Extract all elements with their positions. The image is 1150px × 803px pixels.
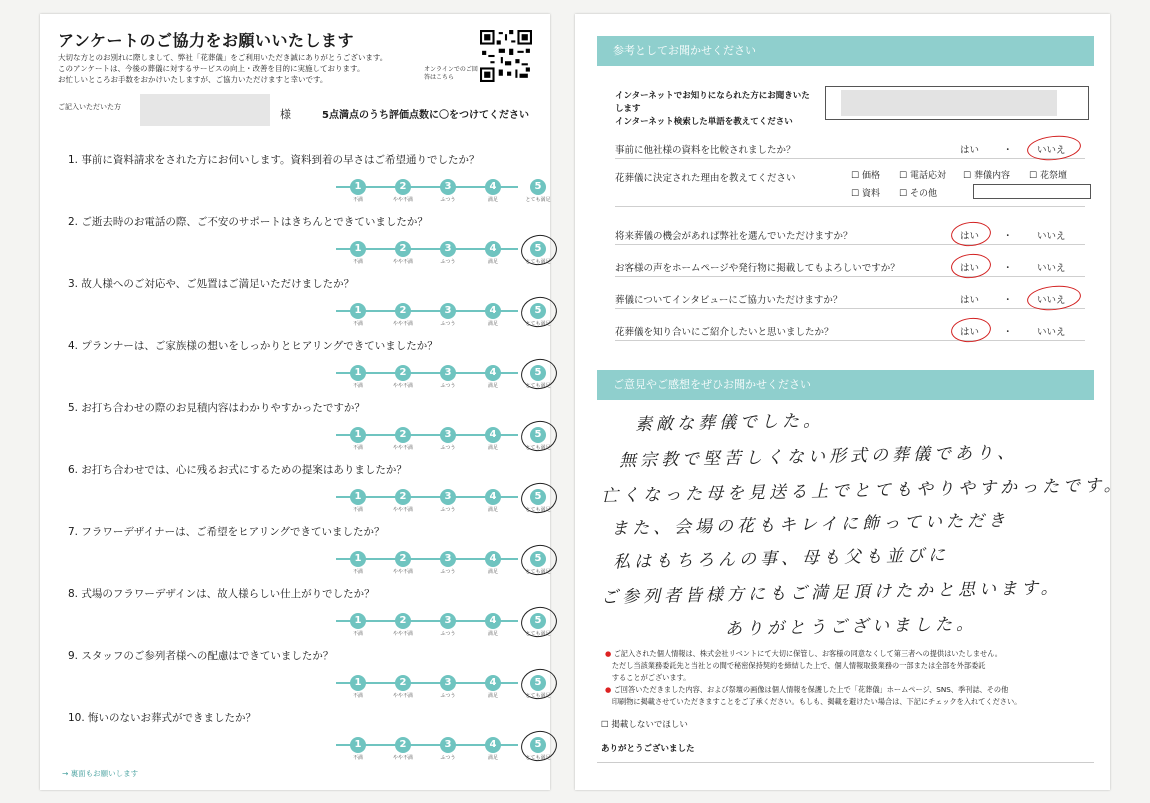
rating-option-label: やや不満 bbox=[392, 569, 413, 575]
rating-option-1[interactable]: 1 bbox=[350, 303, 366, 319]
reason-label: 電話応対 bbox=[909, 171, 946, 181]
no-option[interactable]: いいえ bbox=[1037, 263, 1066, 274]
rating-option-label: ふつう bbox=[440, 631, 456, 637]
rating-option-label: とても満足 bbox=[525, 693, 551, 699]
yes-option[interactable]: はい bbox=[960, 231, 980, 242]
rating-scale bbox=[322, 298, 551, 328]
rating-option-3[interactable]: 3 bbox=[440, 737, 456, 753]
rating-option-4[interactable]: 4 bbox=[485, 303, 501, 319]
handwriting-line: ご参列者皆様方にもご満足頂けたかと思います。 bbox=[600, 578, 1062, 608]
rating-option-3[interactable]: 3 bbox=[440, 675, 456, 691]
qr-code-icon[interactable] bbox=[480, 30, 532, 82]
rating-option-label: 不満 bbox=[352, 259, 363, 265]
privacy-notes bbox=[605, 648, 1083, 708]
rating-option-1[interactable]: 1 bbox=[350, 737, 366, 753]
rating-option-label: とても満足 bbox=[525, 445, 551, 451]
respondent-name-label: ご記入いただいた方 bbox=[58, 103, 121, 111]
rating-option-label: 満足 bbox=[487, 507, 498, 513]
rating-option-label: ふつう bbox=[440, 197, 456, 203]
privacy-note: ● ご回答いただきました内容、および祭壇の画像は個人情報を保護した上で「花葬儀」ホームページ、SNS、季刊誌、その他 bbox=[605, 685, 1009, 694]
qr-caption: オンラインでのご回答はこちら bbox=[424, 66, 478, 81]
rating-option-4[interactable]: 4 bbox=[485, 365, 501, 381]
handwriting-line: 私はもちろんの事、母も父も並びに bbox=[612, 545, 950, 573]
rating-option-label: やや不満 bbox=[392, 197, 413, 203]
rating-option-label: ふつう bbox=[440, 383, 456, 389]
yes-option[interactable]: はい bbox=[960, 327, 980, 338]
question-text: 1. 事前に資料請求をされた方にお伺いします。資料到着の早さはご希望通りでしたか？ bbox=[68, 154, 480, 166]
rating-option-2[interactable]: 2 bbox=[395, 613, 411, 629]
rating-scale bbox=[322, 422, 551, 452]
rating-option-label: ふつう bbox=[440, 321, 456, 327]
reason-phone-checkbox[interactable]: ☐ 電話応対 bbox=[899, 171, 946, 181]
rating-option-label: やや不満 bbox=[392, 321, 413, 327]
rating-option-4[interactable]: 4 bbox=[485, 179, 501, 195]
rating-option-3[interactable]: 3 bbox=[440, 303, 456, 319]
question-text: 6. お打ち合わせでは、心に残るお式にするための提案はありましたか？ bbox=[68, 464, 407, 476]
reason-label: その他 bbox=[909, 189, 937, 199]
rating-option-3[interactable]: 3 bbox=[440, 241, 456, 257]
rating-option-4[interactable]: 4 bbox=[485, 241, 501, 257]
rating-option-label: とても満足 bbox=[525, 631, 551, 637]
rating-option-label: とても満足 bbox=[525, 321, 551, 327]
no-option[interactable]: いいえ bbox=[1037, 231, 1066, 242]
option-separator: ・ bbox=[1003, 263, 1013, 274]
privacy-note bbox=[605, 672, 1083, 684]
reason-materials-checkbox[interactable]: ☐ 資料 bbox=[851, 189, 880, 199]
rating-scale bbox=[322, 484, 551, 514]
rating-option-3[interactable]: 3 bbox=[440, 613, 456, 629]
rating-option-label: 満足 bbox=[487, 259, 498, 265]
rating-option-3[interactable]: 3 bbox=[440, 365, 456, 381]
question-line: インターネットでお知りになられた方にお聞きいたします bbox=[615, 91, 810, 114]
rating-option-5[interactable]: 5 bbox=[530, 427, 546, 443]
privacy-note bbox=[605, 696, 1083, 708]
rating-scale bbox=[322, 546, 551, 576]
reason-question-text: 花葬儀に決定された理由を教えてください bbox=[615, 173, 796, 184]
rating-option-label: 不満 bbox=[352, 631, 363, 637]
rating-option-label: ふつう bbox=[440, 693, 456, 699]
rating-option-label: やや不満 bbox=[392, 445, 413, 451]
compare-yes[interactable]: はい bbox=[960, 145, 980, 156]
rating-option-label: 満足 bbox=[487, 631, 498, 637]
yes-option[interactable]: はい bbox=[960, 263, 980, 274]
rating-option-label: 満足 bbox=[487, 755, 498, 761]
compare-question-text: 事前に他社様の資料を比較されましたか？ bbox=[615, 145, 796, 156]
reason-content-checkbox[interactable]: ☐ 葬儀内容 bbox=[963, 171, 1010, 181]
question-text: 2. ご逝去時のお電話の際、ご不安のサポートはきちんとできていましたか？ bbox=[68, 216, 428, 228]
compare-question-row bbox=[615, 142, 1085, 159]
rating-option-label: 不満 bbox=[352, 445, 363, 451]
intro-line: お忙しいところお手数をおかけいたしますが、ご協力いただけますと幸いです。 bbox=[58, 75, 328, 84]
yes-no-question-text: 葬儀についてインタビューにご協力いただけますか？ bbox=[615, 295, 843, 306]
honorific-sama: 様 bbox=[280, 108, 291, 121]
rating-option-label: やや不満 bbox=[392, 755, 413, 761]
rating-scale bbox=[322, 608, 551, 638]
option-separator: ・ bbox=[1003, 295, 1013, 306]
rating-option-4[interactable]: 4 bbox=[485, 737, 501, 753]
rating-option-label: 満足 bbox=[487, 321, 498, 327]
reason-price-checkbox[interactable]: ☐ 価格 bbox=[851, 171, 880, 181]
rating-option-label: やや不満 bbox=[392, 631, 413, 637]
rating-option-label: 満足 bbox=[487, 569, 498, 575]
yes-no-question-row bbox=[615, 260, 1085, 277]
rating-option-5[interactable]: 5 bbox=[530, 551, 546, 567]
rating-option-label: とても満足 bbox=[525, 383, 551, 389]
rating-option-1[interactable]: 1 bbox=[350, 551, 366, 567]
handwriting-line: 素敵な葬儀でした。 bbox=[634, 411, 825, 435]
rating-option-label: とても満足 bbox=[525, 755, 551, 761]
section-header-reference: 参考としてお聞かせください bbox=[597, 36, 1094, 66]
rating-option-3[interactable]: 3 bbox=[440, 179, 456, 195]
rating-option-4[interactable]: 4 bbox=[485, 613, 501, 629]
rating-option-1[interactable]: 1 bbox=[350, 613, 366, 629]
rating-option-5[interactable]: 5 bbox=[530, 613, 546, 629]
rating-option-label: 満足 bbox=[487, 693, 498, 699]
rating-option-2[interactable]: 2 bbox=[395, 241, 411, 257]
rating-option-label: ふつう bbox=[440, 507, 456, 513]
rating-option-label: ふつう bbox=[440, 445, 456, 451]
respondent-name-redacted bbox=[140, 94, 270, 126]
question-line: インターネット検索した単語を教えてください bbox=[615, 117, 793, 127]
yes-no-question-row bbox=[615, 292, 1085, 309]
rating-option-2[interactable]: 2 bbox=[395, 489, 411, 505]
handwriting-line: 亡くなった母を見送る上でとてもやりやすかったです。 bbox=[600, 475, 1125, 507]
rating-option-2[interactable]: 2 bbox=[395, 551, 411, 567]
rating-option-1[interactable]: 1 bbox=[350, 427, 366, 443]
reason-label: 価格 bbox=[861, 171, 880, 181]
note-text: 印刷物に掲載させていただきますことをご了承ください。もしも、掲載を避けたい場合は、下記にチェックを入れてください。 bbox=[611, 697, 1022, 706]
question-text: 3. 故人様へのご対応や、ご処置はご満足いただけましたか？ bbox=[68, 278, 355, 290]
rating-option-label: やや不満 bbox=[392, 507, 413, 513]
yes-option[interactable]: はい bbox=[960, 295, 980, 306]
yes-no-question-text: 花葬儀を知り合いにご紹介したいと思いましたか？ bbox=[615, 327, 834, 338]
survey-title: アンケートのご協力をお願いいたします bbox=[58, 31, 355, 50]
option-separator: ・ bbox=[1003, 145, 1013, 156]
rating-option-1[interactable]: 1 bbox=[350, 179, 366, 195]
question-text: 5. お打ち合わせの際のお見積内容はわかりやすかったですか？ bbox=[68, 402, 365, 414]
back-page-note: → 裏面もお願いします bbox=[62, 769, 139, 778]
section-header-feedback: ご意見やご感想をぜひお聞かせください bbox=[597, 370, 1094, 400]
rating-option-5[interactable]: 5 bbox=[530, 675, 546, 691]
rating-option-label: やや不満 bbox=[392, 259, 413, 265]
rating-option-label: 不満 bbox=[352, 693, 363, 699]
handwriting-line: ありがとうございました。 bbox=[724, 614, 978, 640]
reason-label: 葬儀内容 bbox=[973, 171, 1010, 181]
reason-label: 資料 bbox=[861, 189, 880, 199]
reason-flower-altar-checkbox[interactable]: ☐ 花祭壇 bbox=[1029, 171, 1067, 181]
rating-option-label: やや不満 bbox=[392, 693, 413, 699]
rating-option-label: 満足 bbox=[487, 445, 498, 451]
rating-option-2[interactable]: 2 bbox=[395, 737, 411, 753]
rating-option-1[interactable]: 1 bbox=[350, 241, 366, 257]
rating-instruction: 5点満点のうち評価点数に〇をつけてください bbox=[322, 110, 529, 121]
rating-option-label: ふつう bbox=[440, 755, 456, 761]
rating-option-label: 不満 bbox=[352, 197, 363, 203]
rating-option-5[interactable]: 5 bbox=[530, 737, 546, 753]
reason-other-field[interactable] bbox=[973, 184, 1091, 199]
rating-option-label: 不満 bbox=[352, 569, 363, 575]
no-publish-checkbox[interactable]: ☐ 掲載しないでほしい bbox=[601, 720, 688, 730]
rating-option-label: 不満 bbox=[352, 321, 363, 327]
thanks-message: ありがとうございました bbox=[601, 744, 695, 754]
rating-option-label: ふつう bbox=[440, 259, 456, 265]
rating-option-2[interactable]: 2 bbox=[395, 365, 411, 381]
rating-option-label: 満足 bbox=[487, 197, 498, 203]
reason-other-checkbox[interactable]: ☐ その他 bbox=[899, 189, 937, 199]
rating-option-label: とても満足 bbox=[525, 569, 551, 575]
rating-option-3[interactable]: 3 bbox=[440, 551, 456, 567]
rating-scale bbox=[322, 360, 551, 390]
rating-option-label: 不満 bbox=[352, 755, 363, 761]
note-text: することがございます。 bbox=[611, 673, 691, 682]
rating-option-1[interactable]: 1 bbox=[350, 365, 366, 381]
no-option[interactable]: いいえ bbox=[1037, 327, 1066, 338]
privacy-note bbox=[605, 660, 1083, 672]
rating-option-1[interactable]: 1 bbox=[350, 489, 366, 505]
question-text: 4. プランナーは、ご家族様の想いをしっかりとヒアリングできていましたか？ bbox=[68, 340, 438, 352]
compare-no[interactable]: いいえ bbox=[1037, 145, 1066, 156]
handwriting-line: また、会場の花もキレイに飾っていただき bbox=[610, 510, 1010, 540]
privacy-note: ● ご記入された個人情報は、株式会社リベントにて大切に保管し、お客様の同意なくして第三者への提供はいたしません。 bbox=[605, 649, 1002, 658]
rating-option-5[interactable]: 5 bbox=[530, 241, 546, 257]
rating-option-label: ふつう bbox=[440, 569, 456, 575]
note-text: ご回答いただきました内容、および祭壇の画像は個人情報を保護した上で「花葬儀」ホームページ、SNS、季刊誌、その他 bbox=[613, 685, 1009, 694]
survey-page-back bbox=[575, 14, 1125, 790]
rating-option-2[interactable]: 2 bbox=[395, 179, 411, 195]
rating-option-label: とても満足 bbox=[525, 507, 551, 513]
internet-search-question bbox=[615, 90, 815, 129]
rating-option-label: とても満足 bbox=[525, 259, 551, 265]
rating-option-label: 不満 bbox=[352, 383, 363, 389]
no-publish-label: 掲載しないでほしい bbox=[611, 720, 688, 730]
yes-no-question-row bbox=[615, 228, 1085, 245]
rating-option-5[interactable]: 5 bbox=[530, 179, 546, 195]
rating-option-label: とても満足 bbox=[525, 197, 551, 203]
question-text: 7. フラワーデザイナーは、ご希望をヒアリングできていましたか？ bbox=[68, 526, 385, 538]
question-text: 9. スタッフのご参列者様への配慮はできていましたか？ bbox=[68, 650, 334, 662]
rating-option-5[interactable]: 5 bbox=[530, 365, 546, 381]
rating-option-label: 不満 bbox=[352, 507, 363, 513]
rating-option-4[interactable]: 4 bbox=[485, 489, 501, 505]
question-text: 10. 悔いのないお葬式ができましたか？ bbox=[68, 712, 257, 724]
intro-line: 大切な方とのお別れに際しまして、弊社「花葬儀」をご利用いただき誠にありがとうございます。 bbox=[58, 53, 388, 62]
rating-option-2[interactable]: 2 bbox=[395, 303, 411, 319]
yes-no-question-row bbox=[615, 324, 1085, 341]
yes-no-question-text: 将来葬儀の機会があれば弊社を選んでいただけますか？ bbox=[615, 231, 853, 242]
rating-option-2[interactable]: 2 bbox=[395, 675, 411, 691]
survey-intro bbox=[58, 52, 438, 85]
note-text: ご記入された個人情報は、株式会社リベントにて大切に保管し、お客様の同意なくして第三者への提供はいたしません。 bbox=[613, 649, 1002, 658]
survey-page-front bbox=[40, 14, 550, 790]
rating-option-4[interactable]: 4 bbox=[485, 551, 501, 567]
rating-option-3[interactable]: 3 bbox=[440, 489, 456, 505]
handwriting-line: 無宗教で堅苦しくない形式の葬儀であり、 bbox=[618, 442, 1019, 472]
no-option[interactable]: いいえ bbox=[1037, 295, 1066, 306]
rating-option-label: やや不満 bbox=[392, 383, 413, 389]
rating-option-1[interactable]: 1 bbox=[350, 675, 366, 691]
option-separator: ・ bbox=[1003, 327, 1013, 338]
option-separator: ・ bbox=[1003, 231, 1013, 242]
rating-option-4[interactable]: 4 bbox=[485, 427, 501, 443]
search-word-redacted bbox=[841, 90, 1057, 116]
rating-option-label: 満足 bbox=[487, 383, 498, 389]
rating-option-5[interactable]: 5 bbox=[530, 489, 546, 505]
rating-option-3[interactable]: 3 bbox=[440, 427, 456, 443]
rating-scale bbox=[322, 174, 551, 204]
note-text: ただし当該業務委託先と当社との間で秘密保持契約を締結した上で、個人情報取扱業務の一部または全部を外部委託 bbox=[611, 661, 986, 670]
question-text: 8. 式場のフラワーデザインは、故人様らしい仕上がりでしたか？ bbox=[68, 588, 375, 600]
rating-scale bbox=[322, 236, 551, 266]
yes-no-question-text: お客様の声をホームページや発行物に掲載してもよろしいですか？ bbox=[615, 263, 900, 274]
rating-scale bbox=[322, 732, 551, 762]
rating-scale bbox=[322, 670, 551, 700]
rating-option-2[interactable]: 2 bbox=[395, 427, 411, 443]
intro-line: このアンケートは、今後の葬儀に対するサービスの向上・改善を目的に実施しております。 bbox=[58, 64, 365, 73]
rating-option-5[interactable]: 5 bbox=[530, 303, 546, 319]
reason-label: 花祭壇 bbox=[1039, 171, 1067, 181]
divider bbox=[597, 762, 1094, 763]
rating-option-4[interactable]: 4 bbox=[485, 675, 501, 691]
